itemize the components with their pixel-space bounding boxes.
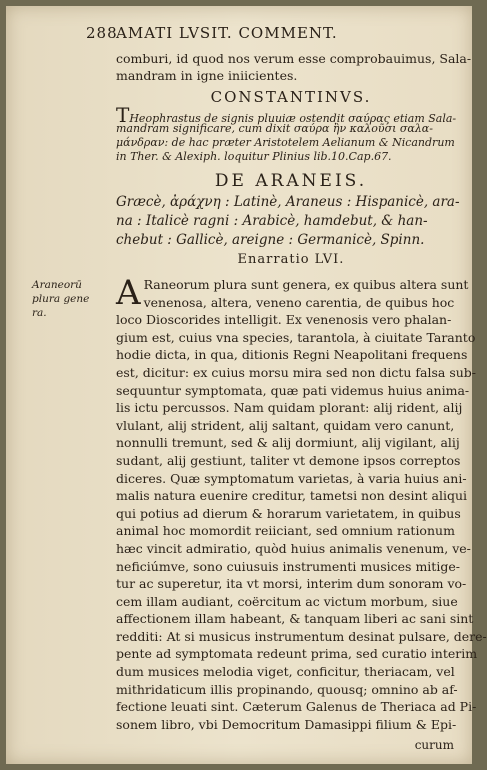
body-line: est, dicitur: ex cuius morsu mira sed non dictu falsa sub-: [116, 364, 477, 380]
araneis-section: [116, 169, 466, 269]
page-header: [86, 24, 466, 46]
intro-text: [116, 50, 472, 84]
body-line: cem illam audiant, coërcitum ac victum morbum, siue: [116, 593, 458, 609]
body-line: affectionem illam habeant, & tanquam liberi ac sani sint: [116, 611, 474, 627]
constantinus-section: [116, 86, 466, 164]
body-line: venenosa, altera, veneno carentia, de quibus hoc: [143, 294, 455, 310]
running-title: AMATI LVSIT. COMMENT.: [116, 24, 338, 42]
body-line: fectione leuati sint. Cæterum Galenus de Theriaca ad Pi-: [116, 699, 477, 715]
body-line: diceres. Quæ symptomatum varietas, à varia huius ani-: [116, 470, 467, 486]
dropcap-letter: A: [116, 273, 141, 313]
body-line: loco Dioscorides intelligit. Ex venenosis vero phalan-: [116, 312, 452, 328]
quote-line: THeophrastus de signis pluuiæ ostendit σαύρας etiam Sala-: [116, 103, 457, 127]
section-heading-araneis: DE ARANEIS.: [214, 171, 368, 191]
body-line: redditi: At si musicus instrumentum desinat pulsare, dere-: [116, 628, 487, 644]
quote-line: μάνδραν: de hac præter Aristotelem Aelianum & Nicandrum: [116, 136, 455, 149]
body-line: neficiúmve, sono cuiusuis instrumenti musices mitige-: [116, 558, 460, 574]
quote-line: in Ther. & Alexiph. loquitur Plinius lib.10.Cap.67.: [116, 150, 392, 163]
body-line: pente ad symptomata redeunt prima, sed curatio interim: [116, 646, 478, 662]
body-line: tur ac superetur, ita vt morsi, interim dum sonoram vo-: [116, 576, 467, 592]
lang-line: Græcè, ἀράχνη : Latinè, Araneus : Hispanicè, ara-: [116, 194, 460, 210]
body-line: sonem libro, vbi Democritum Damasippi filium & Epi-: [116, 716, 457, 732]
margin-note-line: Araneorū: [32, 279, 82, 291]
body-line: malis natura euenire creditur, tametsi non desint aliqui: [116, 488, 467, 504]
margin-note: [32, 278, 88, 320]
body-line: sudant, alij gestiunt, taliter vt demone ipsos correptos: [116, 452, 461, 468]
book-page: [6, 6, 487, 764]
quote-line: mandram significare, cum dixit σαύρα ἢν καλοῦσι σαλα-: [116, 122, 433, 135]
body-line: gium est, cuius vna species, tarantola, à ciuitate Taranto: [116, 329, 476, 345]
constantinus-quote: [116, 103, 466, 164]
body-line: nonnulli tremunt, sed & alij dormiunt, alij vigilant, alij: [116, 435, 460, 451]
text-line: comburi, id quod nos verum esse comprobauimus, Sala-: [116, 51, 472, 66]
enarratio-label: Enarratio LVI.: [237, 252, 345, 267]
body-line: qui potius ad dierum & horarum varietatem, in quibus: [116, 505, 461, 521]
body-line: sequuntur symptomata, quæ pati videmus huius anima-: [116, 382, 470, 398]
body-line: hæc vincit admiratio, quòd huius animalis venenum, ve-: [116, 540, 471, 556]
body-line: hodie dicta, in qua, ditionis Regni Neapolitani frequens: [116, 347, 468, 363]
body-text: [116, 273, 487, 733]
margin-note-line: plura gene: [32, 293, 90, 305]
body-line: mithridaticum illis propinando, quousq; omnino ab af-: [116, 681, 458, 697]
section-heading-constantinus: CONSTANTINVS.: [210, 88, 372, 106]
text-line: mandram in igne iniicientes.: [116, 68, 298, 83]
margin-note-line: ra.: [32, 307, 47, 319]
lang-line: chebut : Gallicè, areigne : Germanicè, Spinn.: [116, 232, 425, 248]
dropcap-letter: T: [116, 103, 130, 127]
body-line: dum musices melodia viget, conficitur, theriacam, vel: [116, 664, 455, 680]
catchword: curum: [414, 738, 454, 752]
body-line: lis ictu percussos. Nam quidam plorant: alij rident, alij: [116, 400, 463, 416]
body-line: A Raneorum plura sunt genera, ex quibus altera sunt: [116, 273, 469, 313]
body-line: animal hoc momordit reiiciant, sed omnium rationum: [116, 523, 455, 539]
page-number: 288: [86, 24, 118, 42]
lang-line: na : Italicè ragni : Arabicè, hamdebut, & han-: [116, 213, 428, 229]
body-line: vlulant, alij strident, alij saltant, quidam vero canunt,: [116, 417, 455, 433]
language-names: [116, 193, 466, 250]
